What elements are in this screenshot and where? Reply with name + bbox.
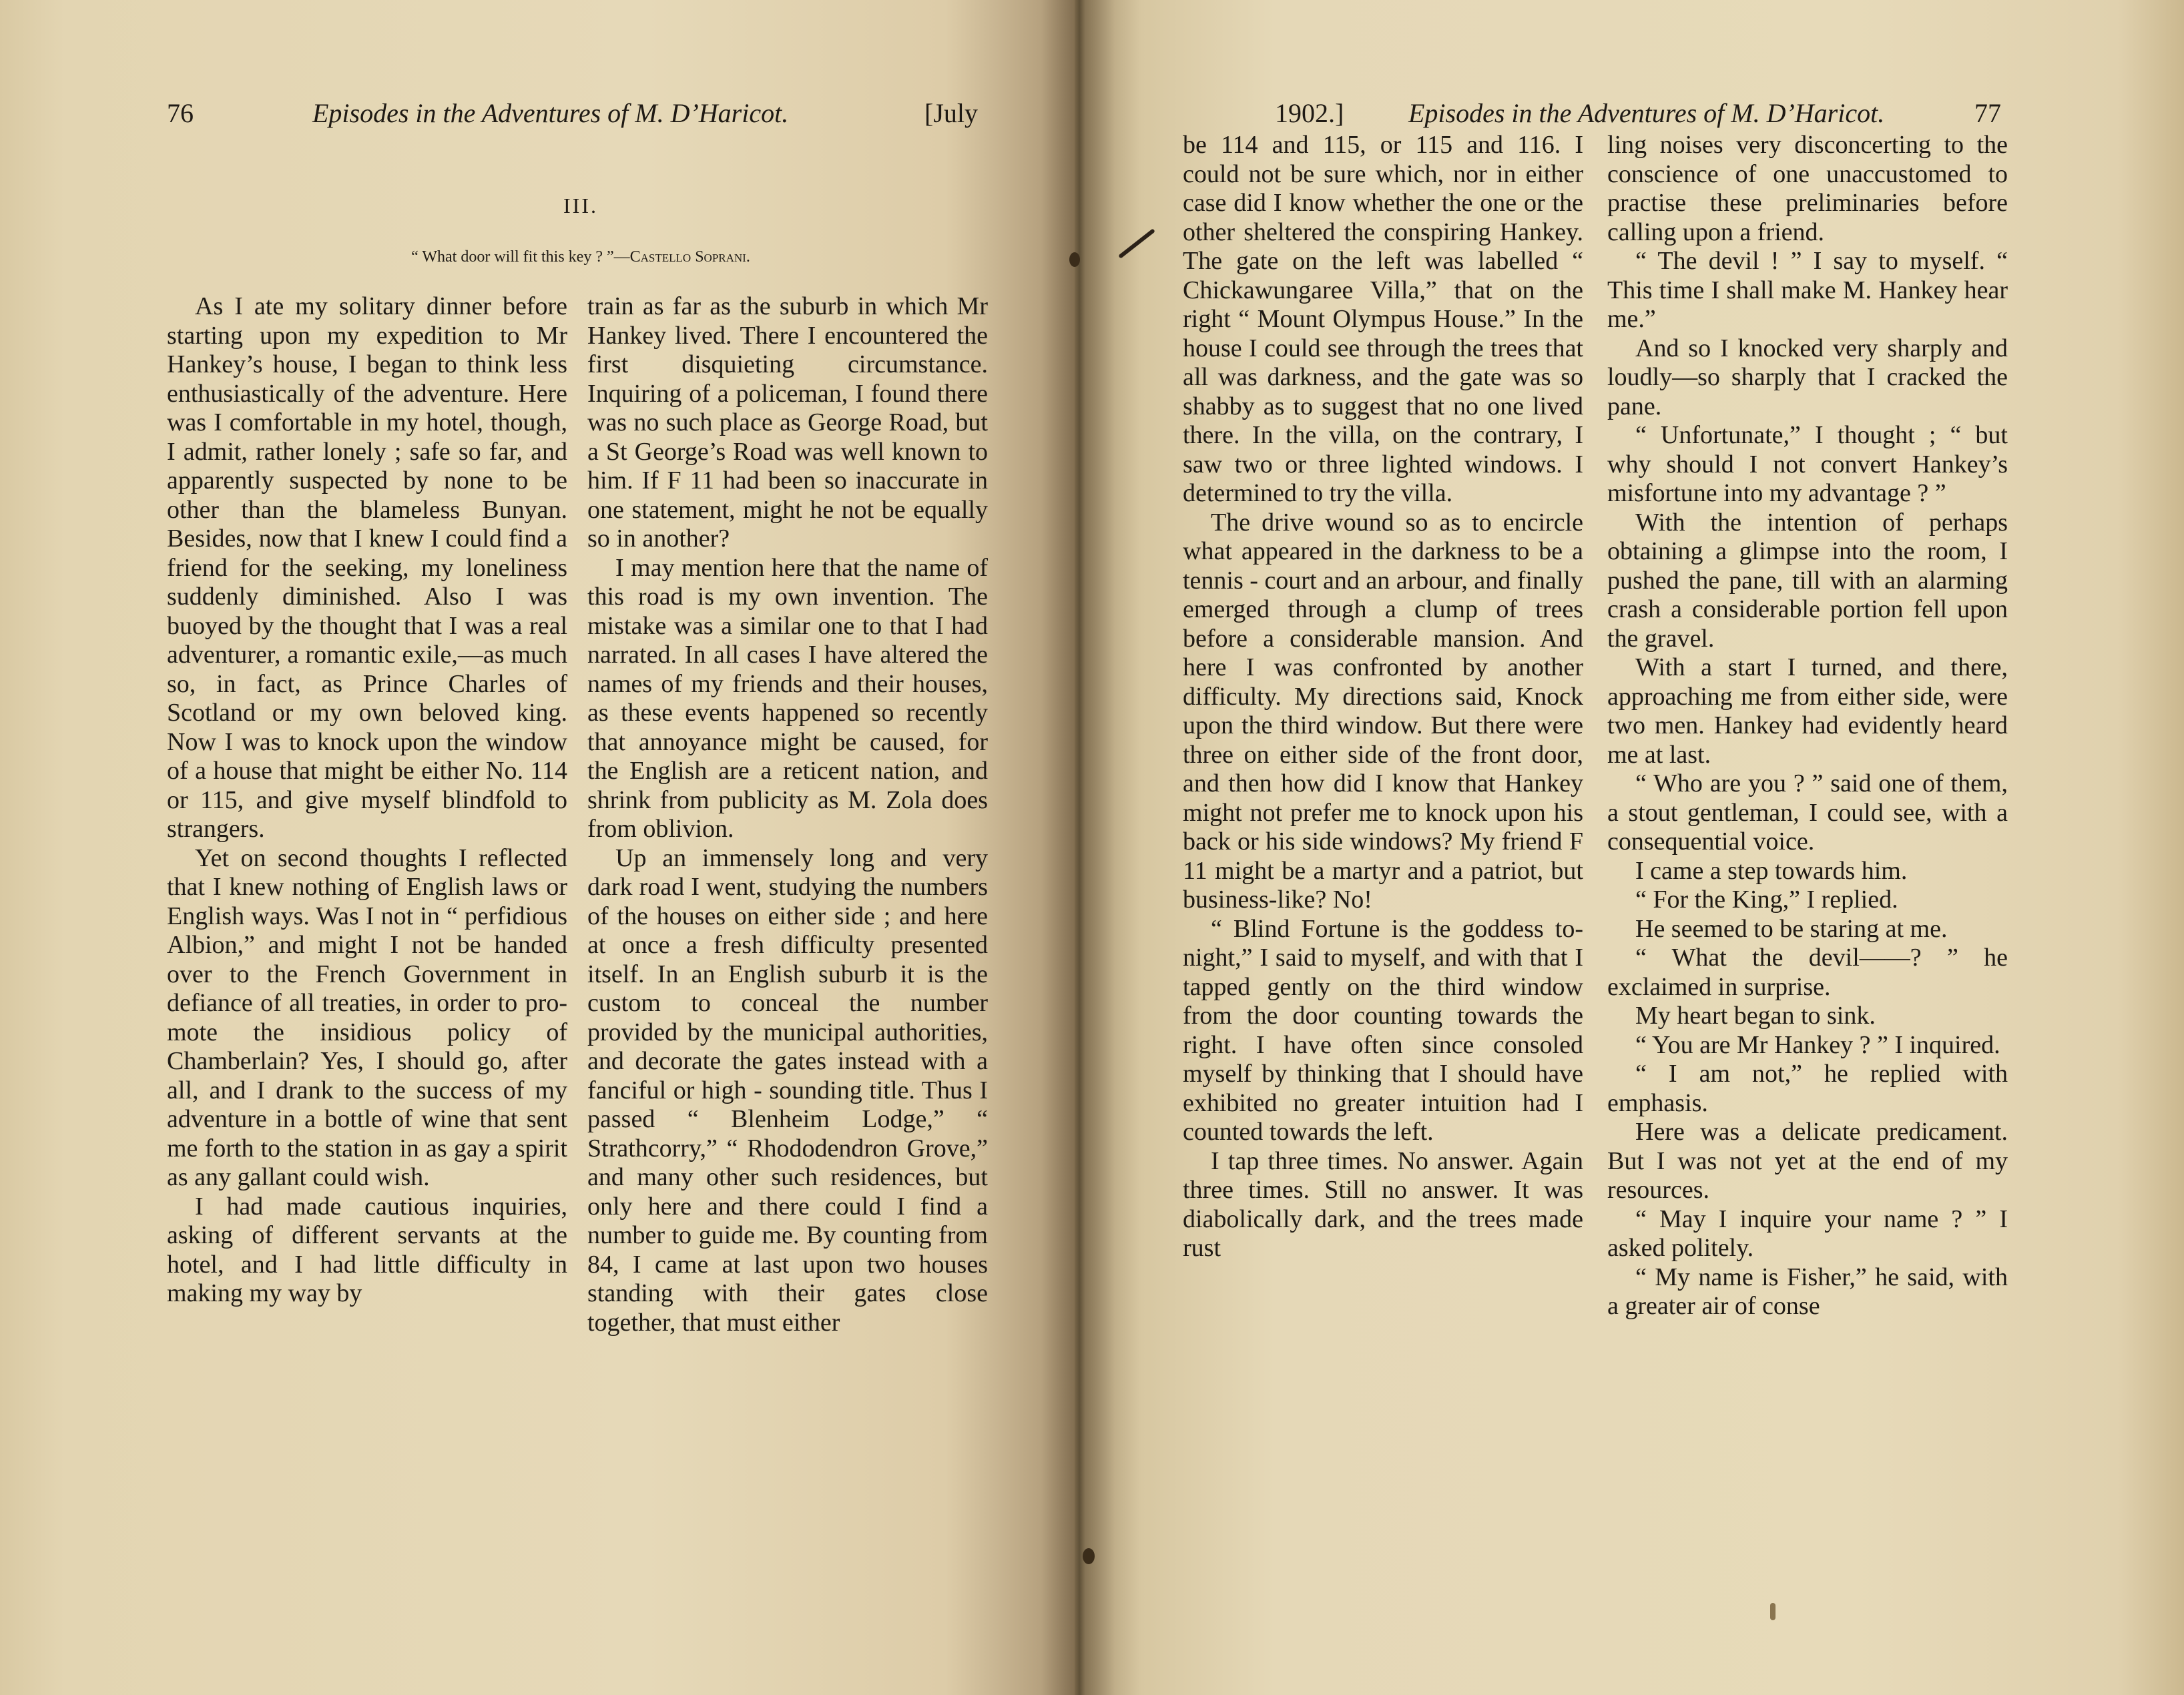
paragraph: “ For the King,” I replied. — [1635, 886, 1898, 914]
epigraph-source: Castello Soprani. — [629, 248, 750, 266]
paragraph: “ You are Mr Hankey ? ” I inquired. — [1635, 1030, 2000, 1059]
paragraph: I had made cautious inquiries, asking of different servants at the hotel, and I had little difficulty in making my way by — [167, 1192, 567, 1307]
paragraph: And so I knocked very sharply and loudly—so sharply that I cracked the pane. — [1607, 334, 2008, 420]
paragraph: “ My name is Fisher,” he said, with a greater air of conse — [1607, 1263, 2008, 1320]
left-running-head — [167, 93, 995, 133]
ink-blot — [1083, 1548, 1095, 1564]
left-running-month: [July — [924, 98, 978, 128]
section-heading: III. — [563, 194, 598, 218]
right-running-title: Episodes in the Adventures of M. D’Haricot. — [1408, 98, 1885, 128]
paragraph: Yet on second thoughts I reflected that I knew nothing of English laws or English ways. Was I not in “ perfidious Albion,” and might I not be handed over to the French Government in defiance of all treaties, in order to promote the insidious policy of Chamberlain? Yes, I should go, after all, and I drank to the success of my adventure in a bottle of wine that sent me forth to the station in as gay a spirit as any gallant could wish. — [167, 843, 567, 1191]
left-running-title: Episodes in the Adventures of M. D’Haricot. — [312, 98, 789, 128]
paragraph: “ What the devil——? ” he exclaimed in surprise. — [1607, 944, 2008, 1001]
left-page-number: 76 — [167, 98, 194, 128]
paragraph: be 114 and 115, or 115 and 116. I could not be sure which, nor in either case did I know whether the one or the other sheltered the conspiring Hankey. The gate on the left was labelled “ Chickawungaree Villa,” that on the right “ Mount Olympus House.” In the house I could see through the trees that all was darkness, and the gate was so shabby as to suggest that no one lived there. In the villa, on the contrary, I saw two or three lighted windows. I determined to try the villa. — [1183, 131, 1583, 507]
right-page — [1075, 0, 2184, 1695]
ink-blot — [1069, 252, 1080, 267]
paper-mark — [1770, 1603, 1776, 1620]
paragraph: “ I am not,” he replied with emphasis. — [1607, 1060, 2008, 1117]
paragraph: The drive wound so as to encircle what appeared in the darkness to be a tennis - court and an arbour, and finally emerged through a clump of trees before a considerable mansion. And here I was confronted by another difficulty. My directions said, Knock upon the third window. But there were three on either side of the front door, and then how did I know that Hankey might not prefer me to knock upon his back or his side windows? My friend F 11 might be a martyr and a patriot, but business-like? No! — [1183, 508, 1583, 914]
paragraph: As I ate my solitary dinner before starting upon my expedition to Mr Hankey’s house, I began to think less enthusiastically of the adventure. Here was I comfortable in my hotel, though, I admit, rather lonely ; safe so far, and apparently suspected by none to be other than the blameless Bunyan. Besides, now that I knew I could find a friend for the seeking, my loneliness suddenly diminished. Also I was buoyed by the thought that I was a real adventurer, a romantic exile,—as much so, in fact, as Prince Charles of Scotland or my own beloved king. Now I was to knock upon the window of a house that might be either No. 114 or 115, and give myself blindfold to strangers. — [167, 292, 567, 843]
left-column-2 — [587, 292, 988, 1337]
paragraph: Here was a delicate predicament. But I was not yet at the end of my resources. — [1607, 1118, 2008, 1204]
paragraph: ling noises very disconcerting to the conscience of one unaccustomed to practise these preliminaries before calling upon a friend. — [1607, 131, 2008, 246]
right-running-head — [1173, 93, 2081, 133]
right-page-number: 77 — [1974, 98, 2001, 128]
paragraph: With the intention of perhaps obtaining a glimpse into the room, I pushed the pane, till with an alarming crash a considerable portion fell upon the gravel. — [1607, 508, 2008, 653]
left-page — [0, 0, 1075, 1695]
paragraph: I came a step towards him. — [1635, 856, 1908, 885]
paragraph: My heart began to sink. — [1635, 1002, 1876, 1030]
paragraph: He seemed to be staring at me. — [1635, 914, 1948, 943]
left-column-1 — [167, 292, 567, 1309]
paragraph: “ Who are you ? ” said one of them, a stout gentleman, I could see, with a consequential voice. — [1607, 769, 2008, 856]
paragraph: “ Blind Fortune is the goddess to-night,” I said to myself, and with that I tapped gently on the third window from the door counting towards the right. I have often since consoled myself by thinking that I should have exhibited no greater intuition had I counted towards the left. — [1183, 914, 1583, 1146]
epigraph — [167, 248, 995, 266]
paragraph: “ The devil ! ” I say to myself. “ This time I shall make M. Hankey hear me.” — [1607, 247, 2008, 333]
paragraph: “ May I inquire your name ? ” I asked politely. — [1607, 1205, 2008, 1262]
epigraph-quote: “ What door will fit this key ? ”— — [411, 248, 630, 266]
paragraph: “ Unfortunate,” I thought ; “ but why should I not convert Hankey’s misfortune into my advantage ? ” — [1607, 421, 2008, 507]
right-running-year: 1902.] — [1275, 98, 1344, 128]
paragraph: train as far as the suburb in which Mr Hankey lived. There I encountered the first disquieting circumstance. Inquiring of a policeman, I found there was no such place as George Road, but a St George’s Road was well known to him. If F 11 had been so inaccurate in one statement, might he not be equally so in another? — [587, 292, 988, 553]
paragraph: Up an immensely long and very dark road I went, studying the numbers of the houses on either side ; and here at once a fresh difficulty presented itself. In an English suburb it is the custom to conceal the number provided by the municipal authorities, and decorate the gates instead with a fanciful or high - sounding title. Thus I passed “ Blenheim Lodge,” “ Strathcorry,” “ Rhododendron Grove,” and many other such residences, but only here and there could I find a number to guide me. By counting from 84, I came at last upon two houses standing with their gates close together, that must either — [587, 843, 988, 1337]
right-column-2 — [1607, 131, 2008, 1321]
paragraph: I tap three times. No answer. Again three times. Still no answer. It was diabolically dark, and the trees made rust — [1183, 1146, 1583, 1262]
paragraph: I may mention here that the name of this road is my own invention. The mistake was a similar one to that I had narrated. In all cases I have altered the names of my friends and their houses, as these events happened so recently that annoyance might be caused, for the English are a reticent nation, and shrink from publicity as M. Zola does from oblivion. — [587, 553, 988, 843]
right-column-1 — [1183, 131, 1583, 1263]
paragraph: With a start I turned, and there, approaching me from either side, were two men. Hankey had evidently heard me at last. — [1607, 653, 2008, 769]
